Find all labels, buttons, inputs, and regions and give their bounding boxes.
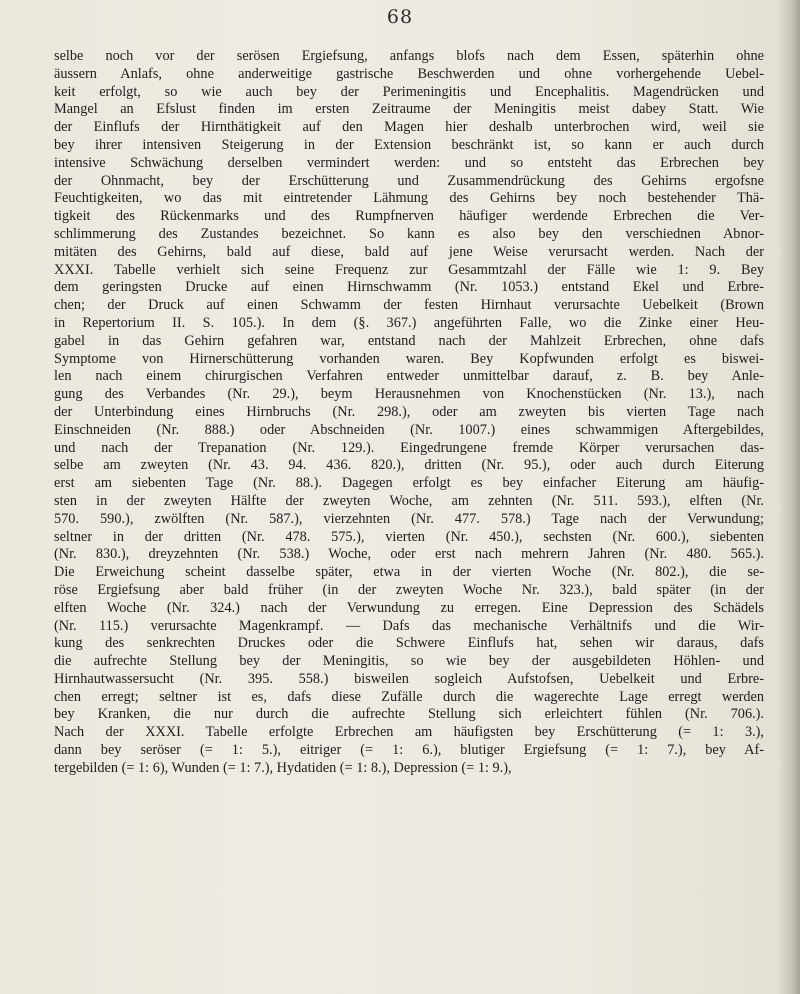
text-line: und nach der Trepanation (Nr. 129.). Eingedrungene fremde Körper verursachen das- <box>54 439 764 456</box>
text-line: Nach der XXXI. Tabelle erfolgte Erbrechen am häufigsten bey Erschütterung (= 1: 3.), <box>54 724 764 741</box>
text-line: chen; der Druck auf einen Schwamm der festen Hirnhaut verursachte Uebelkeit (Brown <box>54 297 764 314</box>
text-line: Symptome von Hirnerschütterung vorhanden waren. Bey Kopfwunden erfolgt es biswei- <box>54 350 764 367</box>
text-line: elften Woche (Nr. 324.) nach der Verwundung zu erregen. Eine Depression des Schädels <box>54 599 764 616</box>
text-line: chen erregt; seltner ist es, dafs diese Zufälle durch die wagerechte Lage erregt werden <box>54 688 764 705</box>
text-line: der Ohnmacht, bey der Erschütterung und Zusammendrückung des Gehirns ergofsne <box>54 172 764 189</box>
text-line: sten in der zweyten Hälfte der zweyten Woche, am zehnten (Nr. 511. 593.), elften (Nr. <box>54 492 764 509</box>
text-line: äussern Anlafs, ohne anderweitige gastrische Beschwerden und ohne vorhergehende Uebel- <box>54 65 764 82</box>
text-line: schlimmerung des Zustandes bezeichnet. So kann es also bey den verschiednen Abnor- <box>54 225 764 242</box>
text-line: Mangel an Efslust finden im ersten Zeitraume der Meningitis meist dabey Statt. Wie <box>54 101 764 118</box>
text-line: Die Erweichung scheint dasselbe später, etwa in der vierten Woche (Nr. 802.), die se- <box>54 564 764 581</box>
text-line: len nach einem chirurgischen Verfahren entweder unmittelbar darauf, z. B. bey Anle- <box>54 368 764 385</box>
text-line: kung des senkrechten Druckes oder die Schwere Einflufs hat, sehen wir daraus, dafs <box>54 635 764 652</box>
text-line: (Nr. 115.) verursachte Magenkrampf. — Dafs das mechanische Verhältnifs und die Wir- <box>54 617 764 634</box>
text-line: dem geringsten Drucke auf einen Hirnschwamm (Nr. 1053.) entstand Ekel und Erbre- <box>54 279 764 296</box>
body-text <box>54 48 764 778</box>
text-line: Hirnhautwassersucht (Nr. 395. 558.) bisweilen sogleich Aufstofsen, Uebelkeit und Erbre- <box>54 670 764 687</box>
text-line: in Repertorium II. S. 105.). In dem (§. 367.) angeführten Falle, wo die Zinke einer Heu- <box>54 314 764 331</box>
text-line: intensive Schwächung derselben vermindert werden: und so entsteht das Erbrechen bey <box>54 154 764 171</box>
text-line: erst am siebenten Tage (Nr. 88.). Dagegen erfolgt es bey einfacher Eiterung am häufig- <box>54 475 764 492</box>
text-line: selbe noch vor der serösen Ergiefsung, anfangs blofs nach dem Essen, späterhin ohne <box>54 48 764 64</box>
page-edge-shadow <box>778 0 800 994</box>
text-line: der Einflufs der Hirnthätigkeit auf den Magen hier deshalb unterbrochen wird, weil sie <box>54 119 764 136</box>
text-line: dann bey seröser (= 1: 5.), eitriger (= 1: 6.), blutiger Ergiefsung (= 1: 7.), bey Af- <box>54 742 764 759</box>
text-line: Einschneiden (Nr. 888.) oder Abschneiden (Nr. 1007.) eines schwammigen Aftergebildes, <box>54 421 764 438</box>
page-number: 68 <box>386 6 414 28</box>
text-line: bey Kranken, die nur durch die aufrechte Stellung sich erleichtert fühlen (Nr. 706.). <box>54 706 764 723</box>
text-line: Feuchtigkeiten, wo das mit eintretender Lähmung des Gehirns bey noch bestehender Thä- <box>54 190 764 207</box>
text-line: XXXI. Tabelle verhielt sich seine Frequenz zur Gesammtzahl der Fälle wie 1: 9. Bey <box>54 261 764 278</box>
text-line: keit erfolgt, so wie auch bey der Perimeningitis und Encephalitis. Magendrücken und <box>54 83 764 100</box>
text-line: bey ihrer intensiven Steigerung in der Extension beschränkt ist, so kann er auch durch <box>54 136 764 153</box>
text-line: der Unterbindung eines Hirnbruchs (Nr. 298.), oder am zweyten bis vierten Tage nach <box>54 403 764 420</box>
text-line: tigkeit des Rückenmarks und des Rumpfnerven häufiger werdende Erbrechen die Ver- <box>54 208 764 225</box>
text-line: mitäten des Gehirns, bald auf diese, bald auf jene Weise verursacht werden. Nach der <box>54 243 764 260</box>
text-line: tergebilden (= 1: 6), Wunden (= 1: 7.), Hydatiden (= 1: 8.), Depression (= 1: 9.), <box>54 759 512 776</box>
text-line: 570. 590.), zwölften (Nr. 587.), vierzehnten (Nr. 477. 578.) Tage nach der Verwundung; <box>54 510 764 527</box>
text-line: röse Ergiefsung aber bald früher (in der zweyten Woche Nr. 323.), bald später (in der <box>54 581 764 598</box>
text-line: (Nr. 830.), dreyzehnten (Nr. 538.) Woche, oder erst nach mehrern Jahren (Nr. 480. 565.). <box>54 546 764 563</box>
text-line: gung des Verbandes (Nr. 29.), beym Herausnehmen von Knochenstücken (Nr. 13.), nach <box>54 386 764 403</box>
text-line: selbe am zweyten (Nr. 43. 94. 436. 820.), dritten (Nr. 95.), oder auch durch Eiterung <box>54 457 764 474</box>
text-line: die aufrechte Stellung bey der Meningitis, so wie bey der ausgebildeten Höhlen- und <box>54 653 764 670</box>
text-line: seltner in der dritten (Nr. 478. 575.), vierten (Nr. 450.), sechsten (Nr. 600.), siebenten <box>54 528 764 545</box>
text-line: gabel in das Gehirn gefahren war, entstand nach der Mahlzeit Erbrechen, ohne dafs <box>54 332 764 349</box>
